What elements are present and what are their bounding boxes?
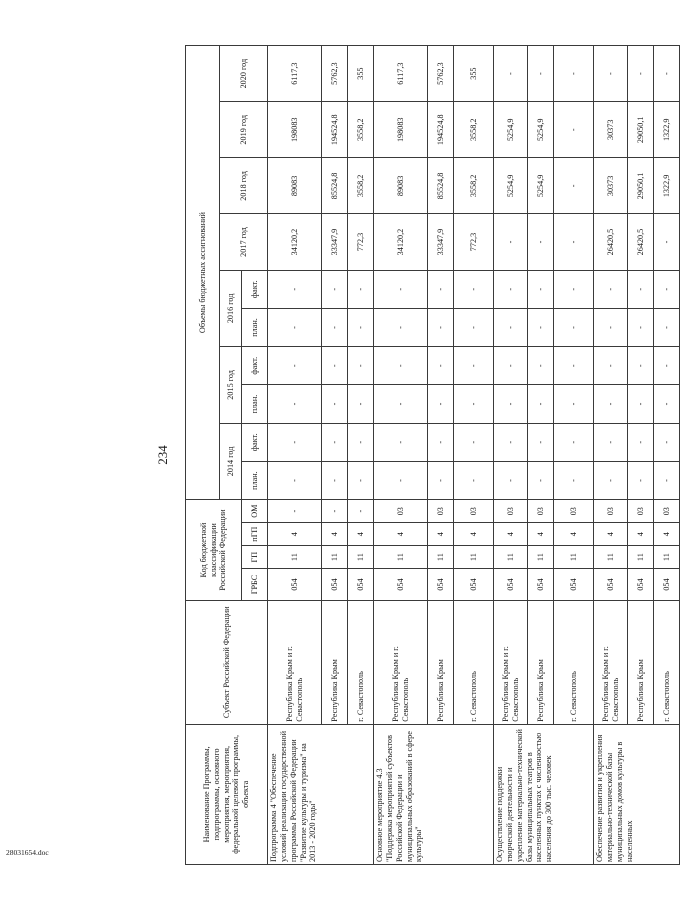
header-2018: 2018 год bbox=[220, 158, 268, 214]
row-value-cell: 11 bbox=[322, 546, 348, 569]
row-value-cell: 355 bbox=[454, 46, 494, 102]
row-value-cell: - bbox=[528, 461, 554, 499]
row-value-cell: 054 bbox=[322, 569, 348, 601]
row-value-cell: 054 bbox=[594, 569, 628, 601]
row-subject-cell: Республика Крым и г. Севастополь bbox=[594, 600, 628, 724]
budget-allocations-table bbox=[185, 45, 680, 865]
row-value-cell: - bbox=[554, 214, 594, 270]
row-value-cell: - bbox=[454, 423, 494, 461]
row-value-cell: - bbox=[428, 385, 454, 423]
table-row bbox=[268, 46, 322, 865]
row-subject-cell: г. Севастополь bbox=[348, 600, 374, 724]
row-value-cell: 03 bbox=[554, 500, 594, 523]
row-value-cell: - bbox=[594, 270, 628, 308]
row-value-cell: 355 bbox=[348, 46, 374, 102]
row-value-cell: - bbox=[322, 500, 348, 523]
row-value-cell: - bbox=[528, 385, 554, 423]
row-value-cell: - bbox=[348, 385, 374, 423]
row-value-cell: 30373 bbox=[594, 158, 628, 214]
row-value-cell: - bbox=[654, 308, 680, 346]
row-value-cell: 194524,8 bbox=[322, 102, 348, 158]
row-value-cell: 3558,2 bbox=[454, 102, 494, 158]
row-value-cell: - bbox=[268, 385, 322, 423]
row-value-cell: 11 bbox=[374, 546, 428, 569]
header-2015: 2015 год bbox=[220, 347, 242, 424]
row-value-cell: 30373 bbox=[594, 102, 628, 158]
row-value-cell: - bbox=[654, 46, 680, 102]
header-subject: Субъект Российской Федерации bbox=[186, 600, 268, 724]
row-value-cell: 4 bbox=[348, 523, 374, 546]
row-value-cell: 29050,1 bbox=[628, 102, 654, 158]
row-value-cell: 85524,8 bbox=[322, 158, 348, 214]
row-value-cell: 03 bbox=[594, 500, 628, 523]
row-value-cell: - bbox=[628, 423, 654, 461]
row-value-cell: 89083 bbox=[374, 158, 428, 214]
header-2019: 2019 год bbox=[220, 102, 268, 158]
row-value-cell: 5762,3 bbox=[322, 46, 348, 102]
row-value-cell: - bbox=[322, 270, 348, 308]
table-row bbox=[374, 46, 428, 865]
row-value-cell: 6117,3 bbox=[268, 46, 322, 102]
header-name: Наименование Программы, подпрограммы, основного мероприятия, мероприятия, федеральной целевой программы, объекта bbox=[186, 724, 268, 864]
row-subject-cell: Республика Крым bbox=[322, 600, 348, 724]
row-value-cell: - bbox=[594, 423, 628, 461]
row-value-cell: - bbox=[494, 214, 528, 270]
row-value-cell: - bbox=[554, 46, 594, 102]
header-plan: план. bbox=[242, 385, 268, 423]
table-body bbox=[268, 46, 680, 865]
row-value-cell: - bbox=[528, 270, 554, 308]
row-name-cell: Основное мероприятие 4.3 "Поддержка мероприятий субъектов Российской Федерации и муниципальных образований в сфере культуры" bbox=[374, 724, 494, 864]
row-value-cell: - bbox=[528, 214, 554, 270]
header-fact: факт. bbox=[242, 423, 268, 461]
header-2016: 2016 год bbox=[220, 270, 242, 347]
row-value-cell: 03 bbox=[374, 500, 428, 523]
row-value-cell: - bbox=[554, 102, 594, 158]
row-value-cell: - bbox=[374, 461, 428, 499]
row-value-cell: 11 bbox=[494, 546, 528, 569]
row-value-cell: - bbox=[594, 461, 628, 499]
row-value-cell: - bbox=[494, 46, 528, 102]
header-2014: 2014 год bbox=[220, 423, 242, 500]
row-value-cell: - bbox=[268, 347, 322, 385]
row-value-cell: - bbox=[554, 423, 594, 461]
row-value-cell: - bbox=[594, 46, 628, 102]
row-subject-cell: Республика Крым bbox=[628, 600, 654, 724]
row-value-cell: 6117,3 bbox=[374, 46, 428, 102]
row-value-cell: - bbox=[268, 270, 322, 308]
row-value-cell: - bbox=[322, 461, 348, 499]
row-value-cell: - bbox=[454, 270, 494, 308]
row-value-cell: 194524,8 bbox=[428, 102, 454, 158]
row-value-cell: - bbox=[268, 308, 322, 346]
row-value-cell: 4 bbox=[494, 523, 528, 546]
row-value-cell: 3558,2 bbox=[454, 158, 494, 214]
row-value-cell: - bbox=[348, 461, 374, 499]
row-value-cell: - bbox=[628, 308, 654, 346]
row-value-cell: - bbox=[454, 347, 494, 385]
row-value-cell: - bbox=[554, 385, 594, 423]
row-value-cell: - bbox=[628, 461, 654, 499]
row-value-cell: - bbox=[494, 270, 528, 308]
row-value-cell: 054 bbox=[268, 569, 322, 601]
row-value-cell: 4 bbox=[428, 523, 454, 546]
row-subject-cell: г. Севастополь bbox=[654, 600, 680, 724]
row-value-cell: 772,3 bbox=[348, 214, 374, 270]
row-name-cell: Обеспечение развития и укрепления материально-технической базы муниципальных домов культуры в населенных bbox=[594, 724, 680, 864]
row-value-cell: 26420,5 bbox=[628, 214, 654, 270]
row-value-cell: 29050,1 bbox=[628, 158, 654, 214]
row-value-cell: - bbox=[348, 500, 374, 523]
row-value-cell: 03 bbox=[528, 500, 554, 523]
row-value-cell: - bbox=[554, 270, 594, 308]
row-value-cell: - bbox=[654, 461, 680, 499]
row-value-cell: 054 bbox=[528, 569, 554, 601]
row-name-cell: Осуществление поддержки творческой деятельности и укрепление материально-технической базы муниципальных театров в населенных пунктах с численностью населения до 300 тыс. человек bbox=[494, 724, 594, 864]
row-value-cell: 5762,3 bbox=[428, 46, 454, 102]
row-value-cell: 11 bbox=[594, 546, 628, 569]
header-om: ОМ bbox=[242, 500, 268, 523]
row-subject-cell: Республика Крым bbox=[528, 600, 554, 724]
row-value-cell: 89083 bbox=[268, 158, 322, 214]
row-value-cell: - bbox=[348, 270, 374, 308]
row-value-cell: - bbox=[494, 347, 528, 385]
row-value-cell: - bbox=[268, 423, 322, 461]
row-value-cell: - bbox=[494, 385, 528, 423]
row-value-cell: - bbox=[528, 46, 554, 102]
table-row bbox=[594, 46, 628, 865]
row-value-cell: - bbox=[628, 385, 654, 423]
row-value-cell: 054 bbox=[428, 569, 454, 601]
row-value-cell: - bbox=[322, 385, 348, 423]
row-value-cell: 33347,9 bbox=[322, 214, 348, 270]
row-value-cell: 772,3 bbox=[454, 214, 494, 270]
row-subject-cell: Республика Крым и г. Севастополь bbox=[268, 600, 322, 724]
row-value-cell: 4 bbox=[654, 523, 680, 546]
table-row bbox=[494, 46, 528, 865]
row-value-cell: - bbox=[594, 385, 628, 423]
row-value-cell: - bbox=[322, 308, 348, 346]
row-value-cell: 054 bbox=[654, 569, 680, 601]
row-value-cell: 34120,2 bbox=[374, 214, 428, 270]
row-value-cell: 03 bbox=[628, 500, 654, 523]
row-value-cell: 4 bbox=[454, 523, 494, 546]
row-value-cell: - bbox=[594, 347, 628, 385]
row-value-cell: 3558,2 bbox=[348, 158, 374, 214]
row-value-cell: 054 bbox=[628, 569, 654, 601]
row-subject-cell: г. Севастополь bbox=[554, 600, 594, 724]
header-2020: 2020 год bbox=[220, 46, 268, 102]
row-value-cell: - bbox=[322, 347, 348, 385]
row-value-cell: 198083 bbox=[268, 102, 322, 158]
page-number: 234 bbox=[155, 445, 170, 465]
row-value-cell: - bbox=[654, 214, 680, 270]
row-value-cell: - bbox=[554, 158, 594, 214]
row-value-cell: 03 bbox=[428, 500, 454, 523]
rotated-page-content bbox=[155, 45, 671, 865]
row-value-cell: 5254,9 bbox=[494, 158, 528, 214]
row-value-cell: - bbox=[348, 308, 374, 346]
row-value-cell: - bbox=[554, 347, 594, 385]
row-subject-cell: г. Севастополь bbox=[454, 600, 494, 724]
row-value-cell: 11 bbox=[528, 546, 554, 569]
row-value-cell: - bbox=[428, 270, 454, 308]
header-pgp: пГП bbox=[242, 523, 268, 546]
row-value-cell: - bbox=[528, 347, 554, 385]
row-subject-cell: Республика Крым и г. Севастополь bbox=[494, 600, 528, 724]
row-value-cell: - bbox=[268, 500, 322, 523]
row-value-cell: - bbox=[654, 347, 680, 385]
row-value-cell: - bbox=[554, 308, 594, 346]
row-value-cell: 5254,9 bbox=[528, 158, 554, 214]
row-value-cell: - bbox=[654, 270, 680, 308]
row-value-cell: - bbox=[348, 347, 374, 385]
row-value-cell: 11 bbox=[428, 546, 454, 569]
row-value-cell: 33347,9 bbox=[428, 214, 454, 270]
row-value-cell: 11 bbox=[628, 546, 654, 569]
row-value-cell: 11 bbox=[454, 546, 494, 569]
header-grbs: ГРБС bbox=[242, 569, 268, 601]
row-value-cell: 85524,8 bbox=[428, 158, 454, 214]
row-value-cell: - bbox=[454, 385, 494, 423]
row-value-cell: 34120,2 bbox=[268, 214, 322, 270]
header-volumes: Объемы бюджетных ассигнований bbox=[186, 46, 220, 500]
footer-filename: 28031654.doc bbox=[6, 848, 49, 857]
row-value-cell: - bbox=[528, 308, 554, 346]
row-value-cell: - bbox=[428, 347, 454, 385]
row-value-cell: - bbox=[554, 461, 594, 499]
row-value-cell: - bbox=[628, 347, 654, 385]
row-value-cell: 11 bbox=[654, 546, 680, 569]
row-value-cell: - bbox=[428, 461, 454, 499]
row-value-cell: 11 bbox=[554, 546, 594, 569]
row-value-cell: - bbox=[454, 308, 494, 346]
row-value-cell: - bbox=[374, 308, 428, 346]
row-value-cell: - bbox=[374, 423, 428, 461]
row-value-cell: - bbox=[594, 308, 628, 346]
row-value-cell: 4 bbox=[322, 523, 348, 546]
row-value-cell: 4 bbox=[374, 523, 428, 546]
row-value-cell: 03 bbox=[494, 500, 528, 523]
row-value-cell: - bbox=[374, 270, 428, 308]
row-value-cell: 3558,2 bbox=[348, 102, 374, 158]
header-kbk: Код бюджетной классификации Российской Федерации bbox=[186, 500, 242, 601]
row-value-cell: - bbox=[348, 423, 374, 461]
row-value-cell: - bbox=[528, 423, 554, 461]
row-value-cell: 054 bbox=[554, 569, 594, 601]
row-value-cell: - bbox=[628, 270, 654, 308]
row-value-cell: 198083 bbox=[374, 102, 428, 158]
row-value-cell: - bbox=[322, 423, 348, 461]
row-value-cell: 03 bbox=[654, 500, 680, 523]
header-plan: план. bbox=[242, 461, 268, 499]
row-value-cell: - bbox=[374, 347, 428, 385]
row-value-cell: - bbox=[494, 461, 528, 499]
row-value-cell: 11 bbox=[268, 546, 322, 569]
row-value-cell: 4 bbox=[268, 523, 322, 546]
row-value-cell: - bbox=[454, 461, 494, 499]
row-value-cell: - bbox=[428, 308, 454, 346]
header-plan: план. bbox=[242, 308, 268, 346]
row-value-cell: 4 bbox=[594, 523, 628, 546]
header-2017: 2017 год bbox=[220, 214, 268, 270]
row-value-cell: 5254,9 bbox=[528, 102, 554, 158]
row-value-cell: 1322,9 bbox=[654, 158, 680, 214]
row-value-cell: 054 bbox=[374, 569, 428, 601]
header-fact: факт. bbox=[242, 347, 268, 385]
row-value-cell: - bbox=[654, 385, 680, 423]
row-value-cell: 054 bbox=[348, 569, 374, 601]
row-value-cell: - bbox=[374, 385, 428, 423]
row-value-cell: 1322,9 bbox=[654, 102, 680, 158]
row-value-cell: - bbox=[628, 46, 654, 102]
row-value-cell: - bbox=[494, 423, 528, 461]
row-value-cell: 4 bbox=[554, 523, 594, 546]
row-value-cell: 03 bbox=[454, 500, 494, 523]
row-value-cell: - bbox=[494, 308, 528, 346]
row-value-cell: 4 bbox=[628, 523, 654, 546]
row-value-cell: - bbox=[654, 423, 680, 461]
row-name-cell: Подпрограмма 4 "Обеспечение условий реализации государственной программы Российской Федерации "Развитие культуры и туризма" на 2013 - 2020 годы" bbox=[268, 724, 374, 864]
row-value-cell: 054 bbox=[494, 569, 528, 601]
row-value-cell: 4 bbox=[528, 523, 554, 546]
header-gp: ГП bbox=[242, 546, 268, 569]
row-value-cell: 11 bbox=[348, 546, 374, 569]
header-fact: факт. bbox=[242, 270, 268, 308]
row-value-cell: - bbox=[428, 423, 454, 461]
row-value-cell: 5254,9 bbox=[494, 102, 528, 158]
row-value-cell: 26420,5 bbox=[594, 214, 628, 270]
row-value-cell: 054 bbox=[454, 569, 494, 601]
row-value-cell: - bbox=[268, 461, 322, 499]
row-subject-cell: Республика Крым и г. Севастополь bbox=[374, 600, 428, 724]
row-subject-cell: Республика Крым bbox=[428, 600, 454, 724]
